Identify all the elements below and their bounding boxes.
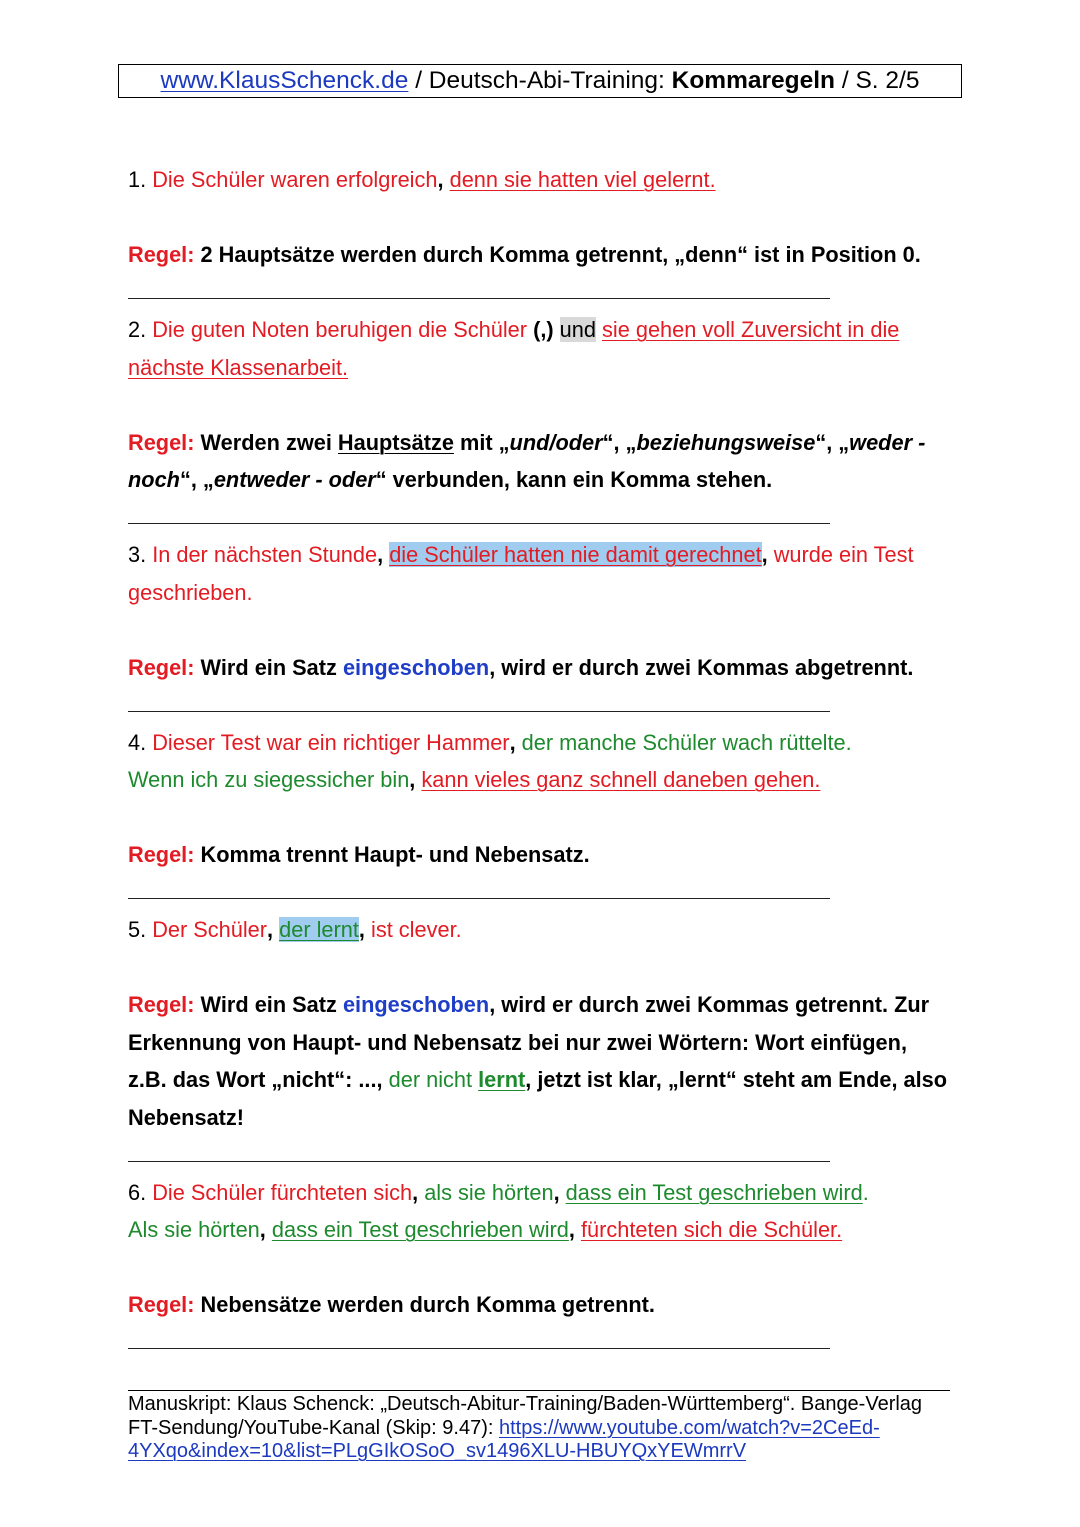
rule-2-line-1 [128, 424, 968, 462]
rule-text: Komma trennt Haupt- und Nebensatz. [200, 842, 590, 867]
separator [128, 1324, 968, 1362]
example-6-line-2 [128, 1211, 968, 1249]
example-number: 6. [128, 1179, 147, 1205]
conjunction-term: weder - [849, 429, 926, 455]
separator [128, 499, 968, 537]
comma: , [553, 1179, 560, 1205]
rule-keyword-underlined: Hauptsätze [337, 429, 454, 455]
conjunction-term: entweder - oder [213, 467, 376, 492]
conjunction-term: noch [128, 467, 180, 492]
blank-line [128, 199, 968, 237]
sub-clause: als sie hörten [424, 1179, 554, 1205]
rule-text: Werden zwei [200, 429, 332, 455]
example-4-line-1 [128, 724, 968, 762]
rule-text: Nebensatz! [128, 1104, 245, 1130]
comma: , [377, 542, 384, 567]
rule-5-line-1 [128, 986, 968, 1024]
rule-label: Regel: [128, 429, 195, 455]
conjunction-highlight: und [559, 317, 596, 342]
rule-keyword: eingeschoben [342, 992, 490, 1017]
example-5-line [128, 911, 968, 949]
main-clause: fürchteten sich die Schüler. [580, 1217, 843, 1242]
document-body [128, 161, 968, 1361]
rule-text: mit „ [460, 429, 510, 455]
conjunction-term: und/oder [509, 429, 603, 455]
period: . [862, 1179, 869, 1205]
footer-video [128, 1417, 922, 1441]
blank-line [128, 611, 968, 649]
rule-text: “, „ [179, 467, 214, 492]
rule-text: , wird er durch zwei Kommas getrennt. Zur [489, 992, 930, 1017]
rule-text: “, „ [602, 429, 637, 455]
example-2-line-1 [128, 311, 968, 349]
rule-6 [128, 1286, 968, 1324]
header-page-number: / S. 2/5 [841, 67, 920, 94]
main-clause: Dieser Test war ein richtiger Hammer [152, 729, 510, 755]
separator-line [128, 523, 830, 524]
site-link[interactable]: www.KlausSchenck.de [160, 67, 409, 94]
rule-text: , jetzt ist klar, „lernt“ steht am Ende, also [525, 1067, 948, 1092]
rule-label: Regel: [128, 242, 195, 267]
comma: , [267, 917, 274, 942]
main-clause: Der Schüler [152, 917, 268, 942]
example-3-line-1 [128, 536, 968, 574]
rule-5-line-2 [128, 1024, 968, 1062]
sub-clause: Wenn ich zu siegessicher bin [128, 767, 410, 792]
video-link[interactable]: https://www.youtube.com/watch?v=2CeEd- [498, 1416, 880, 1439]
example-number: 1. [128, 167, 147, 192]
example-number: 3. [128, 542, 147, 567]
main-clause-cont: wurde ein Test [773, 542, 914, 567]
separator-line [128, 298, 830, 299]
rule-example-clause: der nicht [388, 1067, 473, 1092]
rule-2-line-2 [128, 461, 968, 499]
blank-line [128, 386, 968, 424]
rule-5-line-3 [128, 1061, 968, 1099]
relative-clause: der manche Schüler wach rüttelte. [521, 729, 852, 755]
rule-text: “ verbunden, kann ein Komma stehen. [375, 467, 773, 492]
rule-text: 2 Hauptsätze werden durch Komma getrennt, „denn“ ist in Position 0. [200, 242, 921, 267]
example-4-line-2 [128, 761, 968, 799]
rule-text: Nebensätze werden durch Komma getrennt. [200, 1292, 655, 1317]
example-number: 2. [128, 317, 147, 342]
rule-text: Wird ein Satz [200, 654, 337, 680]
footer-source-text: Manuskript: Klaus Schenck: „Deutsch-Abitur-Training/Baden-Württemberg“. Bange-Verlag [128, 1393, 923, 1415]
main-clause: Die Schüler waren erfolgreich [152, 167, 438, 192]
rule-text: , wird er durch zwei Kommas abgetrennt. [489, 654, 914, 680]
optional-comma: (,) [533, 317, 554, 342]
footer-source [128, 1393, 922, 1417]
rule-5-line-4 [128, 1099, 968, 1137]
footer [128, 1393, 922, 1464]
comma: , [412, 1179, 419, 1205]
footer-video-label: FT-Sendung/YouTube-Kanal (Skip: 9.47): [128, 1416, 494, 1439]
rule-text: Erkennung von Haupt- und Nebensatz bei nur zwei Wörtern: Wort einfügen, [128, 1029, 907, 1055]
comma: , [409, 767, 416, 792]
rule-3 [128, 649, 968, 687]
main-clause: Die guten Noten beruhigen die Schüler [152, 317, 528, 342]
example-6-line-1 [128, 1174, 968, 1212]
blank-line [128, 799, 968, 837]
rule-keyword: eingeschoben [342, 654, 490, 680]
page-header [118, 64, 962, 98]
example-2-line-2 [128, 349, 968, 387]
rule-label: Regel: [128, 842, 195, 867]
comma: , [509, 729, 516, 755]
main-clause: kann vieles ganz schnell daneben gehen. [421, 767, 821, 792]
inserted-clause: die Schüler hatten nie damit gerechnet [389, 542, 762, 567]
separator-line [128, 1348, 830, 1349]
main-clause-cont: ist clever. [371, 917, 462, 942]
comma: , [761, 542, 768, 567]
second-main-clause: sie gehen voll Zuversicht in die [602, 317, 900, 342]
separator-line [128, 711, 830, 712]
separator-line [128, 1161, 830, 1162]
separator [128, 874, 968, 912]
comma: , [437, 167, 444, 192]
separator-line [128, 898, 830, 899]
blank-line [128, 1249, 968, 1287]
rule-text: Wird ein Satz [200, 992, 337, 1017]
separator [128, 274, 968, 312]
comma: , [568, 1217, 575, 1242]
comma: , [358, 917, 365, 942]
main-clause: In der nächsten Stunde [152, 542, 378, 567]
footer-divider [128, 1390, 950, 1391]
separator [128, 1136, 968, 1174]
sub-clause: dass ein Test geschrieben wird [271, 1217, 569, 1242]
example-3-line-2 [128, 574, 968, 612]
example-1-line [128, 161, 968, 199]
rule-text: z.B. das Wort „nicht“: ..., [128, 1067, 383, 1092]
conjunction-term: beziehungsweise [636, 429, 816, 455]
rule-4 [128, 836, 968, 874]
blank-line [128, 949, 968, 987]
relative-clause: der lernt [279, 917, 359, 942]
example-number: 4. [128, 729, 147, 755]
rule-label: Regel: [128, 992, 195, 1017]
rule-label: Regel: [128, 654, 195, 680]
main-clause-cont: geschrieben. [128, 579, 253, 605]
sub-clause: dass ein Test geschrieben wird [565, 1179, 863, 1205]
comma: , [259, 1217, 266, 1242]
second-main-clause-cont: nächste Klassenarbeit. [128, 354, 349, 380]
rule-example-verb: lernt [478, 1067, 526, 1092]
separator [128, 686, 968, 724]
header-topic: Kommaregeln [671, 67, 836, 94]
video-link-cont[interactable]: 4YXqo&index=10&list=PLgGIkOSoO_sv1496XLU-HBUYQxYEWmrrV [128, 1440, 747, 1462]
rule-label: Regel: [128, 1292, 195, 1317]
main-clause: Die Schüler fürchteten sich [152, 1179, 413, 1205]
footer-video-cont [128, 1440, 922, 1464]
second-main-clause: denn sie hatten viel gelernt. [449, 167, 716, 192]
header-series: / Deutsch-Abi-Training: [415, 67, 665, 94]
rule-1 [128, 236, 968, 274]
example-number: 5. [128, 917, 147, 942]
rule-text: “, „ [815, 429, 850, 455]
sub-clause: Als sie hörten [128, 1217, 260, 1242]
